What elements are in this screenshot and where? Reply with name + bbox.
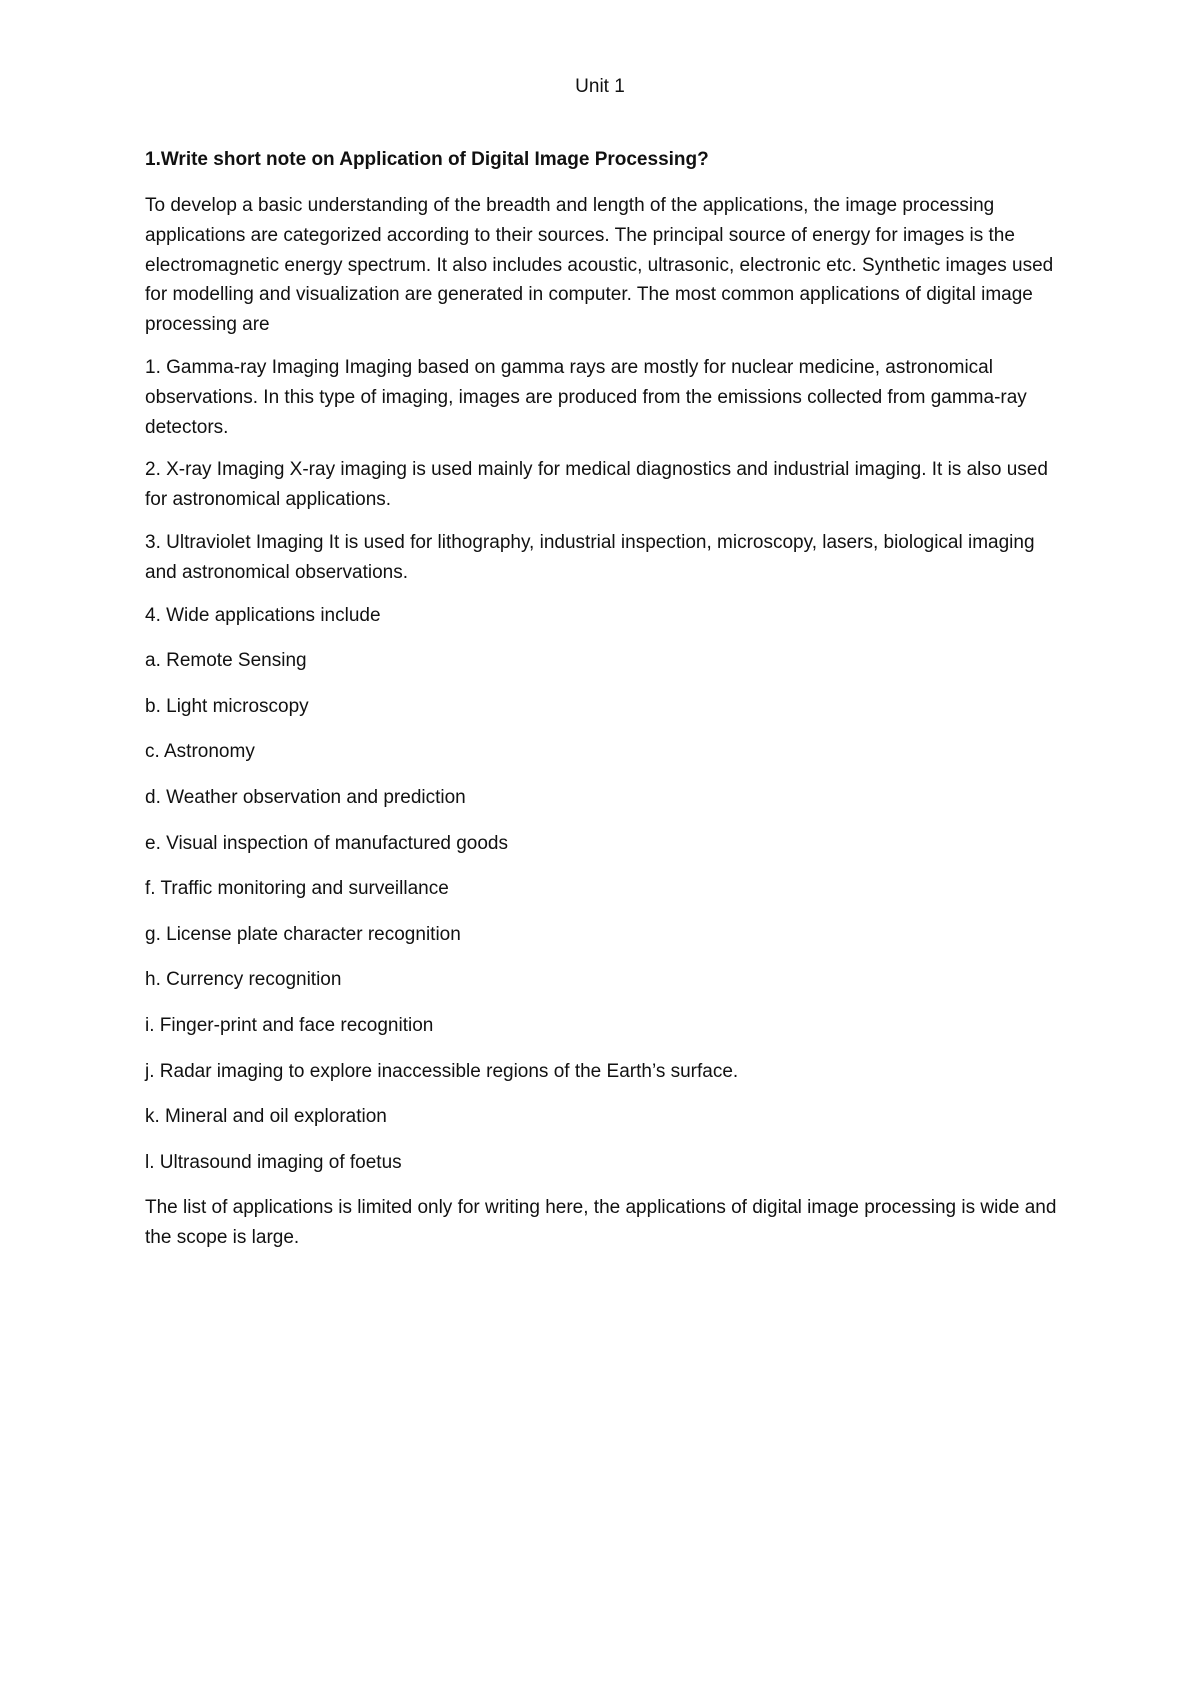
list-item: k. Mineral and oil exploration <box>145 1106 387 1128</box>
list-item: g. License plate character recognition <box>145 923 461 945</box>
point-x-ray: 2. X-ray Imaging X-ray imaging is used mainly for medical diagnostics and industrial imaging. It is also used for astronomical applications. <box>145 459 1048 511</box>
unit-heading: Unit 1 <box>575 76 625 97</box>
list-item: j. Radar imaging to explore inaccessible regions of the Earth’s surface. <box>145 1060 739 1082</box>
list-item: a. Remote Sensing <box>145 650 307 672</box>
document-body <box>145 147 1065 1266</box>
conclusion-paragraph: The list of applications is limited only for writing here, the applications of digital image processing is wide and the scope is large. <box>145 1197 1057 1249</box>
question-heading: 1.Write short note on Application of Digital Image Processing? <box>145 149 709 170</box>
list-item: e. Visual inspection of manufactured goods <box>145 832 508 854</box>
list-item: h. Currency recognition <box>145 969 342 991</box>
wide-applications-intro: 4. Wide applications include <box>145 604 381 626</box>
point-gamma-ray: 1. Gamma-ray Imaging Imaging based on gamma rays are mostly for nuclear medicine, astronomical observations. In this type of imaging, images are produced from the emissions collected from gamma-ray detectors. <box>145 356 1027 438</box>
point-ultraviolet: 3. Ultraviolet Imaging It is used for lithography, industrial inspection, microscopy, lasers, biological imaging and astronomical observations. <box>145 531 1035 583</box>
list-item: i. Finger-print and face recognition <box>145 1014 434 1036</box>
list-item: b. Light microscopy <box>145 695 309 717</box>
intro-paragraph: To develop a basic understanding of the breadth and length of the applications, the image processing applications are categorized according to their sources. The principal source of energy for images is the electromagnetic energy spectrum. It also includes acoustic, ultrasonic, electronic etc. Synthetic images used for modelling and visualization are generated in computer. The most common applications of digital image processing are <box>145 195 1054 336</box>
list-item: c. Astronomy <box>145 741 255 763</box>
list-item: l. Ultrasound imaging of foetus <box>145 1151 402 1173</box>
list-item: d. Weather observation and prediction <box>145 786 466 808</box>
list-item: f. Traffic monitoring and surveillance <box>145 878 449 900</box>
